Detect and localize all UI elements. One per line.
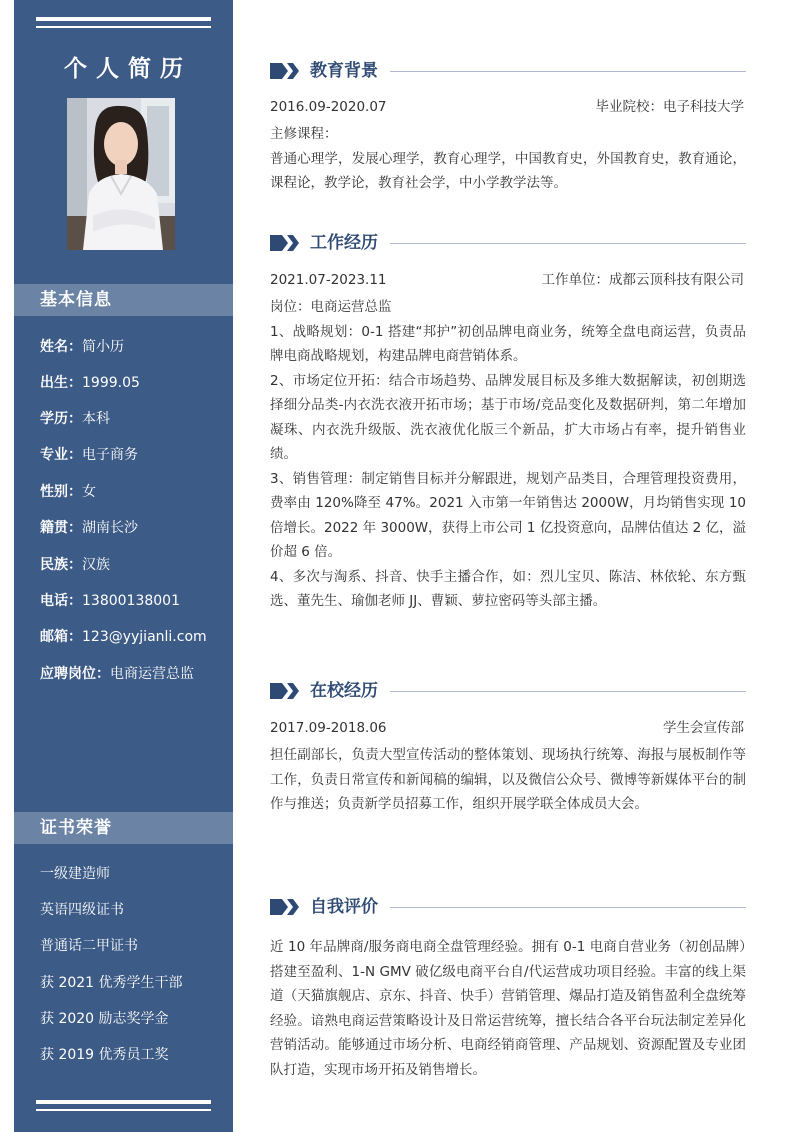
work-item: 4、多次与淘系、抖音、快手主播合作，如：烈儿宝贝、陈洁、林依轮、东方甄选、董先生、瑜伽老师 JJ、曹颖、萝拉密码等头部主播。 bbox=[270, 568, 746, 609]
certificate-item: 获 2019 优秀员工奖 bbox=[40, 1047, 169, 1063]
work-item: 2、市场定位开拓：结合市场趋势、品牌发展目标及多维大数据解读，初创期选择细分品类-内衣洗衣液开拓市场；基于市场/竞品变化及数据研判，第二年增加凝珠、内衣洗升级版、洗衣液优化版三个新品，扩大市场占有率，提升销售业绩。 bbox=[270, 372, 746, 462]
campus-description: 担任副部长，负责大型宣传活动的整体策划、现场执行统筹、海报与展板制作等工作，负责日常宣传和新闻稿的编辑，以及微信公众号、微博等新媒体平台的制作与推送；负责新学员招募工作，组织开展学联全体成员大会。 bbox=[270, 747, 746, 812]
info-value: 123@yyjianli.com bbox=[82, 629, 207, 645]
work-heading: 工作经历 bbox=[310, 233, 378, 253]
double-arrow-icon bbox=[270, 683, 302, 699]
section-rule bbox=[390, 691, 746, 692]
work-meta bbox=[270, 271, 746, 289]
top-bar-thin bbox=[36, 26, 211, 28]
info-value: 简小历 bbox=[82, 339, 124, 355]
main-content bbox=[270, 0, 748, 1132]
info-value: 13800138001 bbox=[82, 593, 180, 609]
education-heading: 教育背景 bbox=[310, 61, 378, 81]
campus-meta bbox=[270, 719, 746, 737]
info-key: 出生： bbox=[40, 375, 82, 391]
campus-section-header bbox=[270, 679, 746, 703]
sidebar bbox=[14, 0, 233, 1132]
self-eval-text: 近 10 年品牌商/服务商电商全盘管理经验。拥有 0-1 电商自营业务（初创品牌）搭建至盈利、1-N GMV 破亿级电商平台自/代运营成功项目经验。丰富的线上渠道（天猫旗舰店、京东、抖音、快手）营销管理、爆品打造及销售盈利全盘统筹经验。谙熟电商运营策略设计及日常运营统筹，擅长结合各平台玩法制定差异化营销活动。能够通过市场分析、电商经销商管理、产品规划、资源配置及专业团队打造，实现市场开拓及销售增长。 bbox=[270, 939, 746, 1078]
certificates-heading bbox=[14, 812, 233, 844]
section-rule bbox=[390, 243, 746, 244]
certificates-heading-label: 证书荣誉 bbox=[40, 818, 112, 838]
profile-photo bbox=[67, 98, 175, 250]
info-ethnicity bbox=[40, 554, 110, 574]
courses-label: 主修课程： bbox=[270, 126, 338, 142]
info-name bbox=[40, 336, 124, 356]
info-key: 姓名： bbox=[40, 339, 82, 355]
double-arrow-icon bbox=[270, 63, 302, 79]
certificate-item: 获 2020 励志奖学金 bbox=[40, 1011, 169, 1027]
certificate-item: 一级建造师 bbox=[40, 866, 110, 882]
info-phone bbox=[40, 590, 180, 610]
info-key: 专业： bbox=[40, 447, 82, 463]
info-key: 应聘岗位： bbox=[40, 666, 110, 682]
work-item: 3、销售管理：制定销售目标并分解跟进，规划产品类目，合理管理投资费用，费率由 120%降至 47%。2021 入市第一年销售达 2000W，月均销售实现 10 倍增长。2022 年 3000W，获得上市公司 1 亿投资意向，品牌估值达 2 亿，溢价超 6 倍。 bbox=[270, 470, 746, 560]
section-rule bbox=[390, 907, 746, 908]
info-key: 学历： bbox=[40, 411, 82, 427]
courses-list: 普通心理学，发展心理学，教育心理学，中国教育史，外国教育史，教育通论，课程论，教学论，教育社会学，中小学教学法等。 bbox=[270, 150, 746, 191]
work-section-header bbox=[270, 231, 746, 255]
certificate-item: 普通话二甲证书 bbox=[40, 938, 138, 954]
info-education bbox=[40, 408, 110, 428]
bottom-bar-thick bbox=[36, 1100, 211, 1104]
work-details bbox=[270, 295, 746, 614]
certificate-item: 获 2021 优秀学生干部 bbox=[40, 975, 183, 991]
top-bar-thick bbox=[36, 17, 211, 21]
campus-org: 学生会宣传部 bbox=[663, 720, 744, 736]
section-rule bbox=[390, 71, 746, 72]
work-date: 2021.07-2023.11 bbox=[270, 272, 387, 288]
info-value: 汉族 bbox=[82, 557, 110, 573]
info-value: 1999.05 bbox=[82, 375, 140, 391]
education-meta bbox=[270, 98, 746, 116]
work-item: 1、战略规划：0-1 搭建“邦护”初创品牌电商业务，统筹全盘电商运营，负责品牌电商战略规划，构建品牌电商营销体系。 bbox=[270, 323, 746, 364]
certificate-item: 英语四级证书 bbox=[40, 902, 124, 918]
self-eval-heading: 自我评价 bbox=[310, 897, 378, 917]
work-company: 工作单位：成都云顶科技有限公司 bbox=[541, 272, 744, 288]
info-key: 民族： bbox=[40, 557, 82, 573]
info-hometown bbox=[40, 517, 138, 537]
campus-date: 2017.09-2018.06 bbox=[270, 720, 387, 736]
education-section-header bbox=[270, 59, 746, 83]
campus-heading: 在校经历 bbox=[310, 681, 378, 701]
info-value: 电子商务 bbox=[82, 447, 138, 463]
info-key: 性别： bbox=[40, 484, 82, 500]
info-key: 电话： bbox=[40, 593, 82, 609]
info-email bbox=[40, 626, 207, 646]
double-arrow-icon bbox=[270, 899, 302, 915]
info-value: 本科 bbox=[82, 411, 110, 427]
work-position: 岗位：电商运营总监 bbox=[270, 299, 392, 315]
double-arrow-icon bbox=[270, 235, 302, 251]
education-school: 毕业院校：电子科技大学 bbox=[595, 99, 744, 115]
info-target-position bbox=[40, 663, 194, 683]
info-gender bbox=[40, 481, 96, 501]
education-courses bbox=[270, 122, 746, 196]
bottom-bar-thin bbox=[36, 1109, 211, 1111]
education-date: 2016.09-2020.07 bbox=[270, 99, 387, 115]
resume-title: 个人简历 bbox=[64, 56, 192, 82]
self-eval-section-header bbox=[270, 895, 746, 919]
info-value: 湖南长沙 bbox=[82, 520, 138, 536]
info-value: 电商运营总监 bbox=[110, 666, 194, 682]
info-birth bbox=[40, 372, 140, 392]
info-key: 邮箱： bbox=[40, 629, 82, 645]
info-key: 籍贯： bbox=[40, 520, 82, 536]
basic-info-heading bbox=[14, 284, 233, 316]
info-value: 女 bbox=[82, 484, 96, 500]
info-major bbox=[40, 444, 138, 464]
basic-info-heading-label: 基本信息 bbox=[40, 290, 112, 310]
